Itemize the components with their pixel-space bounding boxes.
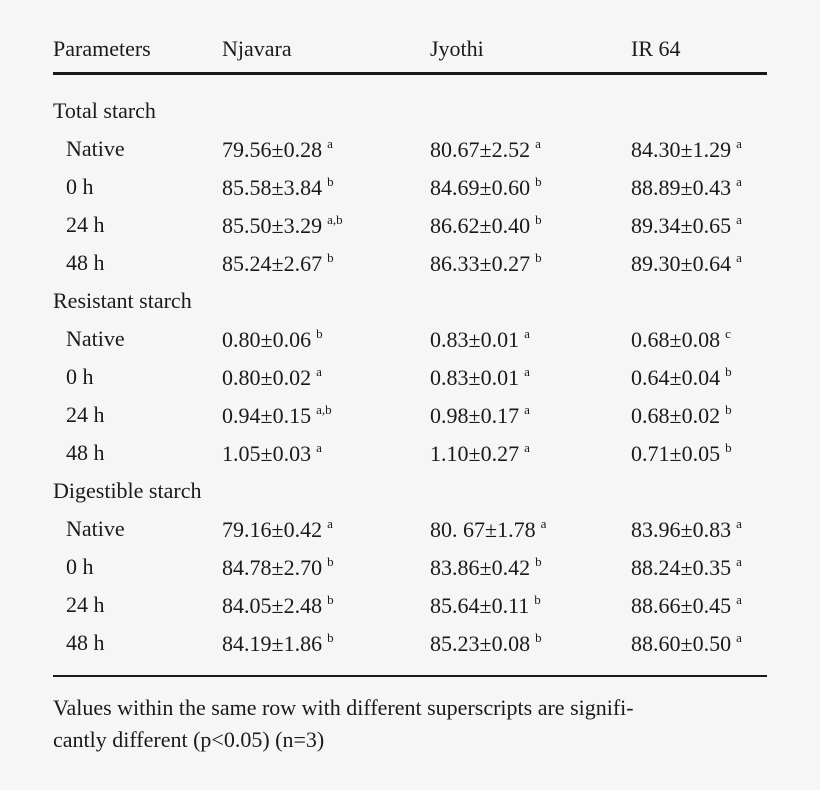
cell-superscript: a,b xyxy=(316,402,332,417)
cell-superscript: a xyxy=(524,326,530,341)
cell-superscript: b xyxy=(316,326,323,341)
table-cell xyxy=(631,326,731,353)
row-label: 0 h xyxy=(66,554,94,579)
row-label: 24 h xyxy=(66,402,105,427)
header-rule xyxy=(53,72,767,75)
table-cell xyxy=(222,592,334,619)
bottom-rule xyxy=(53,675,767,677)
table-footnote xyxy=(53,692,767,756)
cell-value: 0.71±0.05 xyxy=(631,441,721,466)
table-cell xyxy=(222,174,334,201)
table-cell xyxy=(631,592,742,619)
cell-value: 0.83±0.01 xyxy=(430,365,520,390)
table-cell xyxy=(430,326,530,353)
cell-superscript: b xyxy=(327,630,334,645)
row-label: 0 h xyxy=(66,174,94,199)
row-label: 24 h xyxy=(66,592,105,617)
table-cell xyxy=(631,630,742,657)
cell-value: 89.34±0.65 xyxy=(631,213,732,238)
cell-superscript: a xyxy=(736,630,742,645)
cell-value: 86.62±0.40 xyxy=(430,213,531,238)
header-row xyxy=(53,30,767,72)
table-row xyxy=(53,440,767,472)
header-parameters: Parameters xyxy=(53,36,151,61)
cell-superscript: a xyxy=(736,554,742,569)
table-cell xyxy=(430,364,530,391)
row-label: Native xyxy=(66,326,125,351)
row-label: Native xyxy=(66,516,125,541)
table-cell xyxy=(631,364,732,391)
cell-superscript: b xyxy=(725,402,732,417)
row-label: 48 h xyxy=(66,630,105,655)
cell-value: 79.16±0.42 xyxy=(222,517,323,542)
table-cell xyxy=(631,554,742,581)
cell-superscript: a xyxy=(540,516,547,531)
table-cell xyxy=(430,516,546,543)
cell-value: 0.64±0.04 xyxy=(631,365,721,390)
cell-value: 80.67±2.52 xyxy=(430,137,531,162)
table-cell xyxy=(631,440,732,467)
table-cell xyxy=(222,136,333,163)
section-row xyxy=(53,98,767,130)
cell-superscript: a xyxy=(524,364,530,379)
cell-superscript: a xyxy=(736,592,742,607)
cell-superscript: b xyxy=(725,364,732,379)
cell-superscript: b xyxy=(534,592,541,607)
table-row xyxy=(53,554,767,586)
table-cell xyxy=(222,326,323,353)
row-label: 0 h xyxy=(66,364,94,389)
cell-value: 0.80±0.02 xyxy=(222,365,312,390)
cell-superscript: a xyxy=(524,440,530,455)
table-cell xyxy=(631,516,742,543)
footnote-line-2: cantly different (p<0.05) (n=3) xyxy=(53,727,325,752)
cell-superscript: a xyxy=(327,516,333,531)
header-jyothi: Jyothi xyxy=(430,36,484,61)
cell-value: 85.24±2.67 xyxy=(222,251,323,276)
cell-superscript: a xyxy=(736,136,742,151)
table-cell xyxy=(222,250,334,277)
table-row xyxy=(53,592,767,624)
header-ir64: IR 64 xyxy=(631,36,681,61)
cell-superscript: a xyxy=(736,212,742,227)
cell-value: 84.69±0.60 xyxy=(430,175,531,200)
section-label: Resistant starch xyxy=(53,288,192,313)
table-cell xyxy=(430,554,542,581)
cell-superscript: a xyxy=(535,136,541,151)
cell-value: 0.68±0.02 xyxy=(631,403,721,428)
cell-superscript: a xyxy=(736,174,742,189)
table-cell xyxy=(430,440,530,467)
cell-value: 0.68±0.08 xyxy=(631,327,721,352)
table-row xyxy=(53,326,767,358)
cell-value: 0.94±0.15 xyxy=(222,403,312,428)
cell-value: 85.58±3.84 xyxy=(222,175,323,200)
cell-value: 79.56±0.28 xyxy=(222,137,323,162)
cell-value: 89.30±0.64 xyxy=(631,251,732,276)
cell-superscript: a xyxy=(524,402,530,417)
table-cell xyxy=(631,402,732,429)
cell-superscript: b xyxy=(327,174,334,189)
cell-superscript: b xyxy=(535,212,542,227)
cell-value: 84.78±2.70 xyxy=(222,555,323,580)
cell-superscript: b xyxy=(327,592,334,607)
cell-value: 85.64±0.11 xyxy=(430,593,530,618)
cell-value: 84.30±1.29 xyxy=(631,137,732,162)
table-cell xyxy=(222,212,343,239)
cell-superscript: b xyxy=(725,440,732,455)
table-cell xyxy=(222,516,333,543)
table-cell xyxy=(631,212,742,239)
cell-value: 88.60±0.50 xyxy=(631,631,732,656)
cell-superscript: b xyxy=(535,630,542,645)
cell-value: 83.86±0.42 xyxy=(430,555,531,580)
cell-value: 1.10±0.27 xyxy=(430,441,520,466)
row-label: Native xyxy=(66,136,125,161)
table-row xyxy=(53,212,767,244)
cell-value: 84.19±1.86 xyxy=(222,631,323,656)
row-label: 48 h xyxy=(66,440,105,465)
data-table-header xyxy=(53,30,767,75)
cell-superscript: b xyxy=(327,554,334,569)
table-row xyxy=(53,174,767,206)
cell-superscript: a,b xyxy=(327,212,343,227)
cell-superscript: b xyxy=(535,250,542,265)
section-label: Total starch xyxy=(53,98,156,123)
table-row xyxy=(53,136,767,168)
footnote-line-1: Values within the same row with different superscripts are signifi- xyxy=(53,695,634,720)
cell-superscript: c xyxy=(725,326,731,341)
cell-value: 80. 67±1.78 xyxy=(430,517,536,542)
cell-value: 0.83±0.01 xyxy=(430,327,520,352)
cell-superscript: b xyxy=(535,554,542,569)
table-row xyxy=(53,402,767,434)
table-row xyxy=(53,516,767,548)
row-label: 48 h xyxy=(66,250,105,275)
table-row xyxy=(53,364,767,396)
table-cell xyxy=(430,136,541,163)
cell-value: 85.50±3.29 xyxy=(222,213,323,238)
cell-value: 84.05±2.48 xyxy=(222,593,323,618)
section-row xyxy=(53,288,767,320)
table-cell xyxy=(430,592,541,619)
table-cell xyxy=(430,212,542,239)
table-cell xyxy=(430,402,530,429)
table-cell xyxy=(222,630,334,657)
header-njavara: Njavara xyxy=(222,36,292,61)
table-row xyxy=(53,630,767,662)
cell-superscript: a xyxy=(327,136,333,151)
cell-value: 0.98±0.17 xyxy=(430,403,520,428)
cell-value: 0.80±0.06 xyxy=(222,327,312,352)
table-cell xyxy=(222,440,322,467)
table-cell xyxy=(430,250,542,277)
cell-value: 85.23±0.08 xyxy=(430,631,531,656)
table-cell xyxy=(631,136,742,163)
cell-value: 1.05±0.03 xyxy=(222,441,312,466)
cell-value: 88.24±0.35 xyxy=(631,555,732,580)
table-cell xyxy=(222,364,322,391)
row-label: 24 h xyxy=(66,212,105,237)
cell-superscript: a xyxy=(736,250,742,265)
cell-superscript: b xyxy=(327,250,334,265)
cell-superscript: a xyxy=(736,516,742,531)
cell-value: 88.66±0.45 xyxy=(631,593,732,618)
table-cell xyxy=(631,174,742,201)
cell-superscript: a xyxy=(316,364,322,379)
section-label: Digestible starch xyxy=(53,478,202,503)
cell-value: 86.33±0.27 xyxy=(430,251,531,276)
section-row xyxy=(53,478,767,510)
table-row xyxy=(53,250,767,282)
cell-value: 83.96±0.83 xyxy=(631,517,732,542)
table-cell xyxy=(430,630,542,657)
table-cell xyxy=(222,402,332,429)
table-cell xyxy=(222,554,334,581)
table-cell xyxy=(430,174,542,201)
table-cell xyxy=(631,250,742,277)
cell-value: 88.89±0.43 xyxy=(631,175,732,200)
cell-superscript: b xyxy=(535,174,542,189)
cell-superscript: a xyxy=(316,440,322,455)
